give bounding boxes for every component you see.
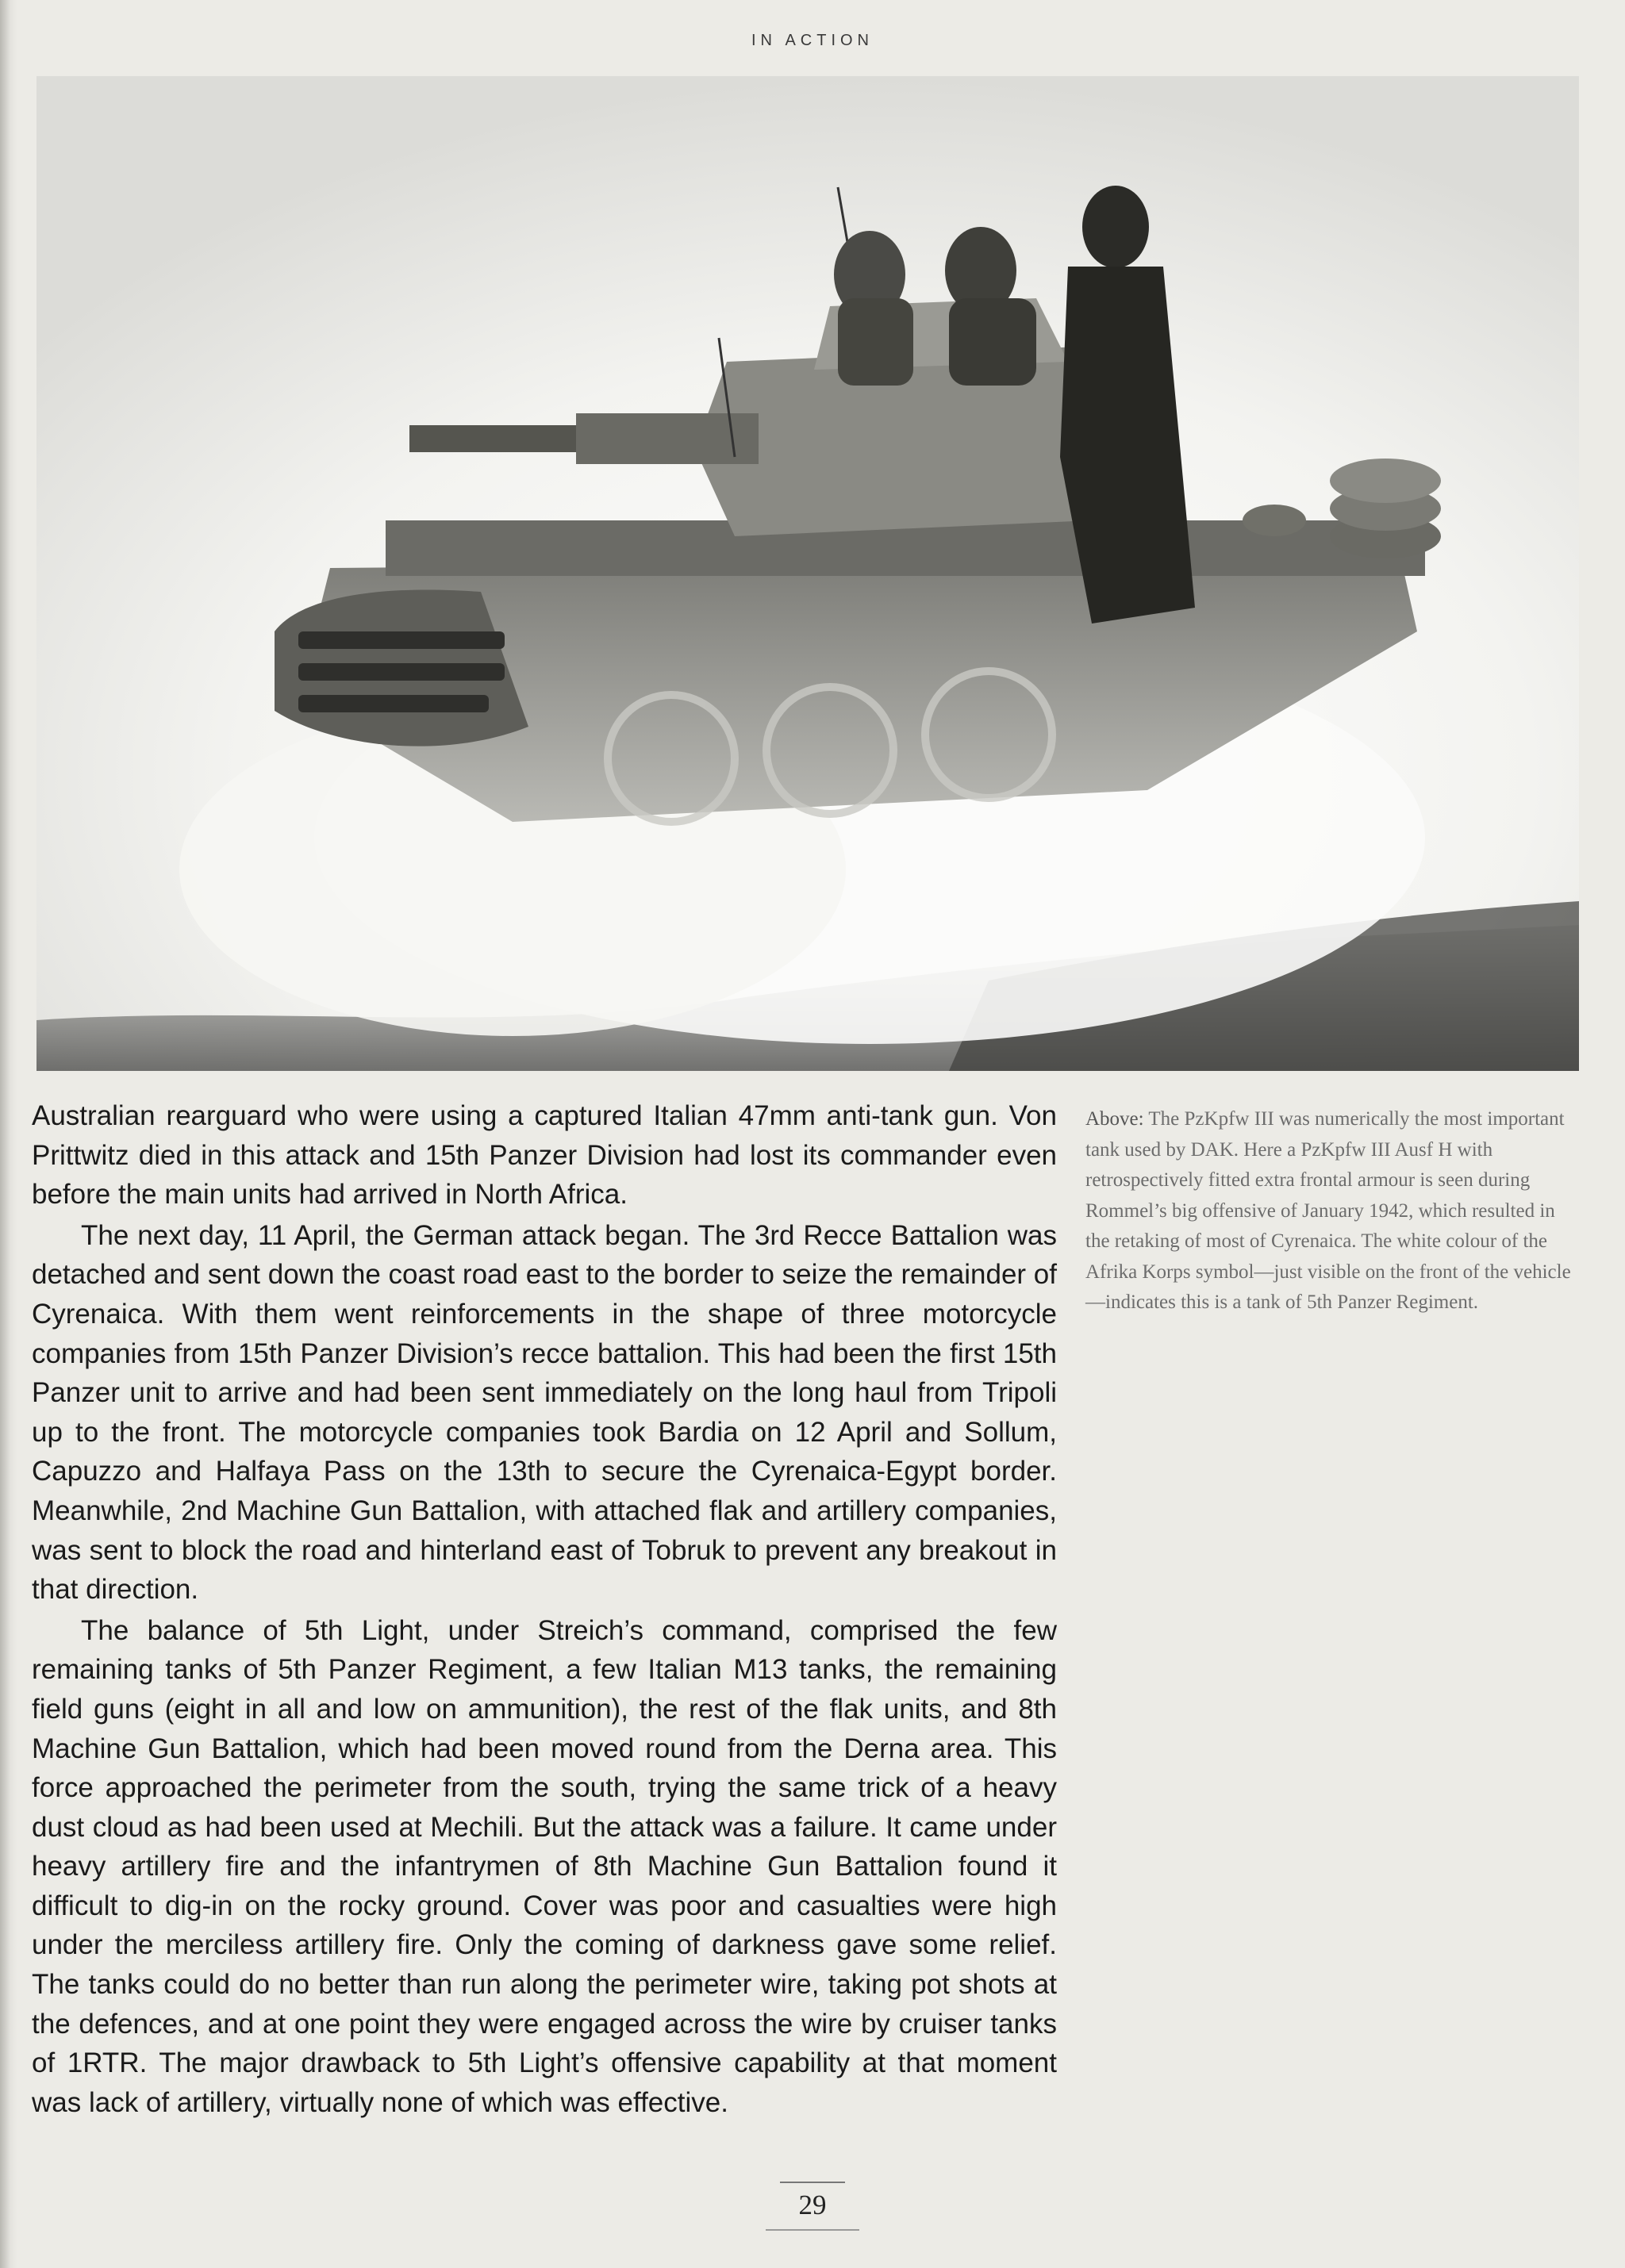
tank-photo-illustration: [36, 76, 1579, 1071]
photo-caption: [1085, 1104, 1576, 1318]
caption-text: The PzKpfw III was numerically the most important tank used by DAK. Here a PzKpfw III Ausf H with retrospectively fitted extra frontal armour is seen during Rommel’s big offensive of January 1942, which resulted in the retaking of most of Cyrenaica. The white colour of the Afrika Korps symbol—just visible on the front of the vehicle—indicates this is a tank of 5th Panzer Regiment.: [1085, 1108, 1571, 1313]
folio-rule-bottom: [766, 2229, 859, 2231]
caption-lead: Above:: [1085, 1108, 1149, 1130]
running-head: IN ACTION: [751, 32, 874, 49]
body-paragraph-3: The balance of 5th Light, under Streich’s command, comprised the few remaining tanks of 5th Panzer Regiment, a few Italian M13 tanks, the remaining field guns (eight in all and low on ammunition), the rest of the flak units, and 8th Machine Gun Battalion, which had been moved round from the Derna area. This force approached the perimeter from the south, trying the same trick of a heavy dust cloud as had been used at Mechili. But the attack was a failure. It came under heavy artillery fire and the infantrymen of 8th Machine Gun Battalion found it difficult to dig-in on the rocky ground. Cover was poor and casualties were high under the merciless artillery fire. Only the coming of darkness gave some relief. The tanks could do no better than run along the perimeter wire, taking pot shots at the defences, and at one point they were engaged across the wire by cruiser tanks of 1RTR. The major drawback to 5th Light’s offensive capability at that moment was lack of artillery, virtually none of which was effective.: [32, 1614, 1057, 2118]
body-paragraph-1: Australian rearguard who were using a captured Italian 47mm anti-tank gun. Von Prittwitz died in this attack and 15th Panzer Division had lost its commander even before the main units had arrived in North Africa.: [32, 1100, 1057, 1211]
page-number: 29: [798, 2189, 827, 2220]
page-gutter-shadow: [0, 0, 17, 2268]
body-paragraph-2: The next day, 11 April, the German attack began. The 3rd Recce Battalion was detached and sent down the coast road east to the border to seize the remainder of Cyrenaica. With them went reinforcements in the shape of three motorcycle companies from 15th Panzer Division’s recce battalion. This had been the first 15th Panzer unit to arrive and had been sent immediately on the long haul from Tripoli up to the front. The motorcycle companies took Bardia on 12 April and Sollum, Capuzzo and Halfaya Pass on the 13th to secure the Cyrenaica-Egypt border. Meanwhile, 2nd Machine Gun Battalion, with attached flak and artillery companies, was sent to block the road and hinterland east of Tobruk to prevent any breakout in that direction.: [32, 1219, 1057, 1606]
folio-rule-top: [780, 2182, 845, 2183]
tank-photograph: [36, 76, 1579, 1071]
article-body: [32, 1096, 1057, 2122]
page-number-block: [766, 2189, 859, 2221]
